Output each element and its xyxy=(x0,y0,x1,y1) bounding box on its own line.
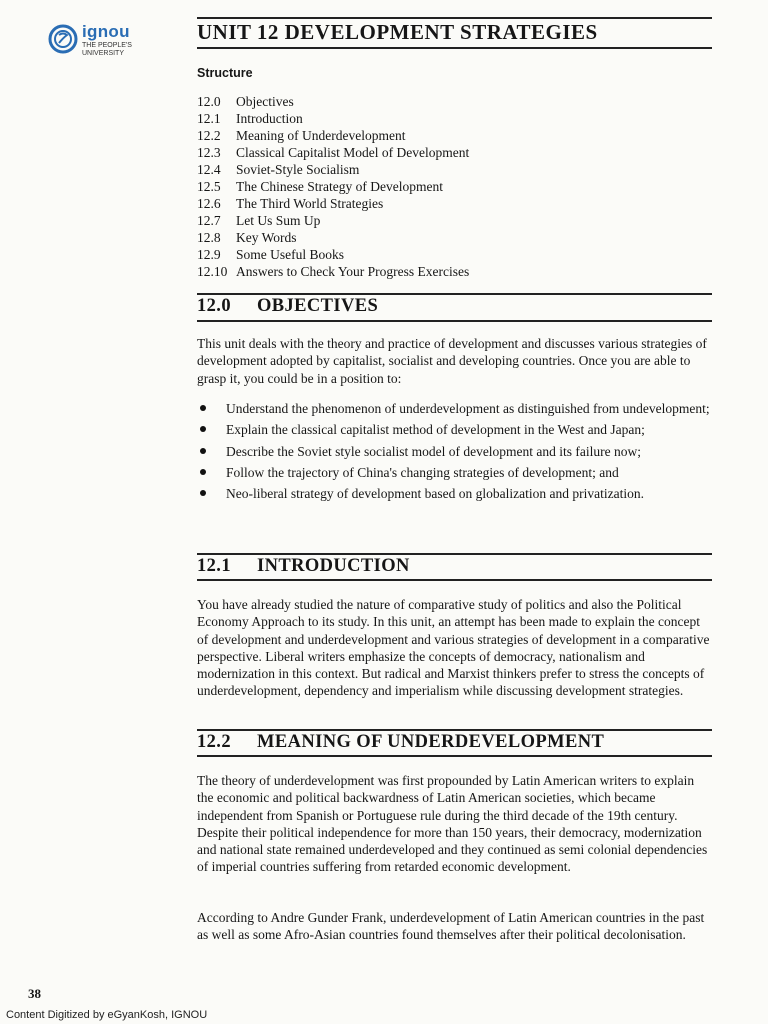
title-top-rule xyxy=(197,17,712,19)
logo-tagline: THE PEOPLE'S xyxy=(82,42,132,49)
objective-text: Understand the phenomenon of underdevelopment as distinguished from undevelopment; xyxy=(226,401,710,416)
toc-item xyxy=(197,246,469,263)
bullet-icon xyxy=(200,469,206,475)
toc-title: Let Us Sum Up xyxy=(236,213,321,228)
toc-item xyxy=(197,161,469,178)
meaning-paragraph: The theory of underdevelopment was first propounded by Latin American writers to explain the economic and political backwardness of Latin American societies, which became independent from Spanish or Portuguese rule during the third decade of the 19th century. Despite their political independence for more than 150 years, their democracy, modernization and national state remained underdeveloped and they continued as semi colonial dependencies of imperial countries suffering from retarded economic development. xyxy=(197,773,708,875)
section-number: 12.1 xyxy=(197,556,231,576)
toc-number: 12.2 xyxy=(197,128,221,143)
toc-item xyxy=(197,144,469,161)
toc-number: 12.4 xyxy=(197,162,221,177)
section-heading-introduction xyxy=(197,556,410,577)
toc-title: Soviet-Style Socialism xyxy=(236,162,360,177)
section-heading-meaning xyxy=(197,732,604,753)
section-heading-objectives xyxy=(197,296,378,317)
toc-number: 12.7 xyxy=(197,213,221,228)
toc-number: 12.8 xyxy=(197,230,221,245)
objective-item xyxy=(197,485,713,502)
introduction-text: You have already studied the nature of comparative study of politics and also the Political Economy Approach to its study. In this unit, an attempt has been made to explain the concept of development and underdevelopment and various strategies of development in a comparative perspective. Liberal writers emphasize the concepts of democracy, nationalism and modernization in this context. But radical and Marxist thinkers prefer to stress the concepts of underdevelopment, dependency and imperialism while discussing development strategies. xyxy=(197,597,710,699)
section-bottom-rule xyxy=(197,320,712,322)
toc-item xyxy=(197,178,469,195)
objective-text: Describe the Soviet style socialist model of development and its failure now; xyxy=(226,443,642,459)
toc-number: 12.0 xyxy=(197,94,221,109)
objectives-list xyxy=(197,400,713,506)
toc-item xyxy=(197,263,469,280)
objective-item xyxy=(197,464,713,481)
section-title: OBJECTIVES xyxy=(257,296,379,316)
section-bottom-rule xyxy=(197,579,712,581)
toc-title: Meaning of Underdevelopment xyxy=(236,128,406,143)
toc-item xyxy=(197,212,469,229)
toc-title: Some Useful Books xyxy=(236,247,344,262)
toc-title: Answers to Check Your Progress Exercises xyxy=(236,264,470,279)
objective-item xyxy=(197,421,713,438)
section-title: INTRODUCTION xyxy=(257,556,410,576)
logo-tagline: UNIVERSITY xyxy=(82,50,125,57)
toc-item xyxy=(197,229,469,246)
section-top-rule xyxy=(197,553,712,555)
objective-text: Neo-liberal strategy of development based on globalization and privatization. xyxy=(226,486,644,502)
toc-item xyxy=(197,110,469,127)
section-number: 12.0 xyxy=(197,296,231,316)
bullet-icon xyxy=(200,448,206,454)
ignou-logo xyxy=(48,20,158,60)
objectives-intro: This unit deals with the theory and practice of development and discusses various strategies of development adopted by capitalist, socialist and developing countries. Once you are able to grasp it, you could be in a position to: xyxy=(197,336,707,386)
objective-text: Follow the trajectory of China's changing strategies of development; and xyxy=(226,464,619,480)
ignou-emblem-icon xyxy=(48,24,78,54)
toc-item xyxy=(197,195,469,212)
title-bottom-rule xyxy=(197,47,712,49)
structure-list xyxy=(197,93,469,280)
toc-number: 12.1 xyxy=(197,111,221,126)
logo-name: ignou xyxy=(82,22,130,41)
meaning-paragraph: According to Andre Gunder Frank, underdevelopment of Latin American countries in the past as well as some Afro-Asian countries found themselves after their political decolonisation. xyxy=(197,910,705,943)
bullet-icon xyxy=(200,405,206,411)
structure-label: Structure xyxy=(197,66,253,80)
toc-title: Objectives xyxy=(236,94,294,109)
objective-item xyxy=(197,443,713,460)
section-number: 12.2 xyxy=(197,732,231,752)
toc-title: The Chinese Strategy of Development xyxy=(236,179,443,194)
toc-item xyxy=(197,127,469,144)
section-top-rule xyxy=(197,729,712,731)
toc-number: 12.6 xyxy=(197,196,221,211)
toc-title: Introduction xyxy=(236,111,303,126)
toc-number: 12.5 xyxy=(197,179,221,194)
toc-title: The Third World Strategies xyxy=(236,196,384,211)
bullet-icon xyxy=(200,426,206,432)
toc-title: Key Words xyxy=(236,230,297,245)
section-title: MEANING OF UNDERDEVELOPMENT xyxy=(257,732,605,752)
objective-text: Explain the classical capitalist method of development in the West and Japan; xyxy=(226,422,645,438)
toc-number: 12.10 xyxy=(197,264,228,279)
toc-item xyxy=(197,93,469,110)
objective-item xyxy=(197,400,713,417)
unit-title: UNIT 12 DEVELOPMENT STRATEGIES xyxy=(197,20,598,44)
toc-number: 12.9 xyxy=(197,247,221,262)
section-bottom-rule xyxy=(197,755,712,757)
page-number: 38 xyxy=(28,986,41,1001)
digitization-credit: Content Digitized by eGyanKosh, IGNOU xyxy=(6,1009,208,1021)
toc-number: 12.3 xyxy=(197,145,221,160)
section-top-rule xyxy=(197,293,712,295)
bullet-icon xyxy=(200,490,206,496)
toc-title: Classical Capitalist Model of Development xyxy=(236,145,470,160)
